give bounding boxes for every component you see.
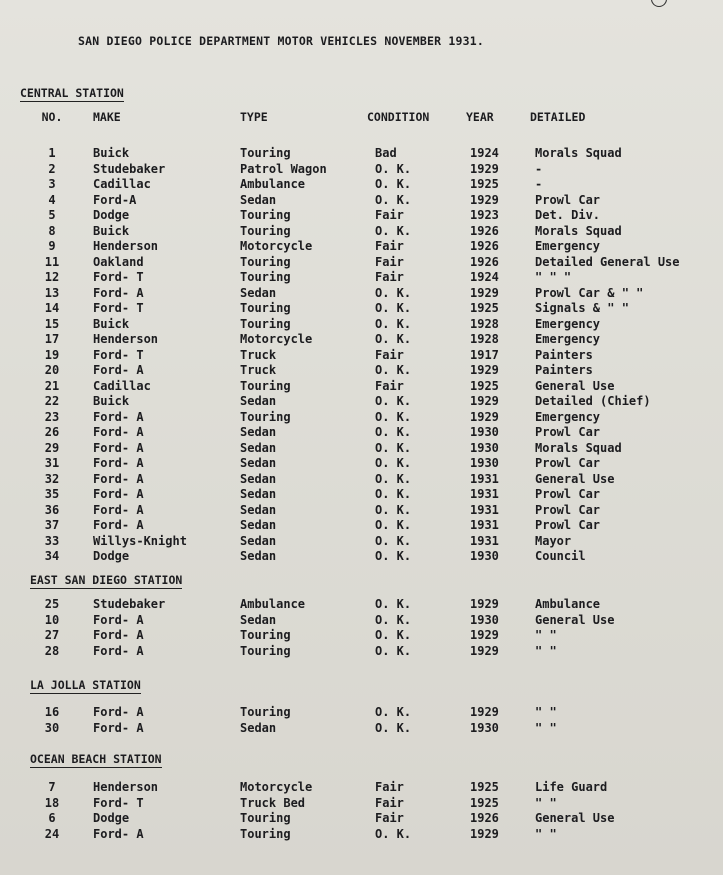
- header-no: NO.: [41, 110, 63, 124]
- cell-year: 1925: [470, 301, 499, 315]
- cell-no: 22: [44, 394, 60, 408]
- table-row: [0, 348, 723, 364]
- cell-make: Ford- A: [93, 471, 144, 486]
- cell-make: Buick: [93, 394, 130, 408]
- cell-make: Ford- T: [93, 270, 144, 284]
- cell-type: Touring: [240, 270, 291, 284]
- cell-type: Touring: [240, 301, 291, 315]
- table-row: [0, 456, 723, 472]
- table-row: [0, 193, 723, 209]
- cell-year: 1931: [470, 533, 499, 548]
- cell-no: 14: [44, 301, 60, 315]
- cell-year: 1923: [470, 208, 499, 222]
- header-year: YEAR: [466, 110, 494, 124]
- cell-condition: O. K.: [375, 177, 412, 191]
- cell-no: 37: [44, 518, 60, 532]
- cell-detailed: " ": [535, 720, 557, 735]
- cell-condition: O. K.: [375, 456, 412, 470]
- cell-no: 30: [44, 720, 60, 735]
- cell-type: Truck: [240, 363, 277, 377]
- cell-make: Ford- A: [93, 612, 144, 627]
- cell-year: 1929: [470, 705, 499, 719]
- cell-condition: Fair: [375, 378, 404, 393]
- cell-make: Ford- A: [93, 487, 144, 501]
- cell-make: Ford- A: [93, 363, 144, 377]
- cell-year: 1926: [470, 811, 499, 825]
- cell-detailed: Prowl Car: [535, 502, 601, 517]
- cell-year: 1929: [470, 409, 499, 424]
- cell-year: 1929: [470, 597, 499, 611]
- cell-type: Sedan: [240, 440, 277, 455]
- cell-detailed: " ": [535, 795, 557, 810]
- cell-year: 1926: [470, 223, 499, 238]
- cell-no: 32: [44, 471, 60, 486]
- cell-no: 2: [48, 161, 56, 176]
- table-row: [0, 811, 723, 827]
- table-row: [0, 721, 723, 737]
- cell-type: Sedan: [240, 285, 277, 300]
- cell-no: 7: [48, 780, 56, 794]
- cell-condition: O. K.: [375, 628, 412, 642]
- cell-detailed: " ": [535, 628, 557, 642]
- cell-make: Buick: [93, 223, 130, 238]
- cell-make: Studebaker: [93, 161, 166, 176]
- cell-detailed: Emergency: [535, 316, 601, 331]
- cell-detailed: " " ": [535, 270, 572, 284]
- cell-no: 23: [44, 409, 60, 424]
- cell-no: 15: [44, 316, 60, 331]
- cell-detailed: Prowl Car & " ": [535, 285, 644, 300]
- cell-year: 1928: [470, 316, 499, 331]
- cell-year: 1929: [470, 285, 499, 300]
- table-row: [0, 796, 723, 812]
- cell-condition: O. K.: [375, 192, 412, 207]
- table-row: [0, 255, 723, 271]
- cell-condition: O. K.: [375, 533, 412, 548]
- cell-type: Sedan: [240, 487, 277, 501]
- cell-year: 1931: [470, 518, 499, 532]
- cell-year: 1929: [470, 363, 499, 377]
- cell-type: Truck Bed: [240, 795, 306, 810]
- table-row: [0, 549, 723, 565]
- cell-year: 1931: [470, 471, 499, 486]
- cell-condition: Fair: [375, 208, 404, 222]
- cell-year: 1929: [470, 643, 499, 658]
- cell-condition: Fair: [375, 811, 404, 825]
- column-header-row: [0, 110, 723, 126]
- cell-condition: Fair: [375, 795, 404, 810]
- cell-type: Patrol Wagon: [240, 161, 327, 176]
- cell-make: Studebaker: [93, 597, 166, 611]
- table-row: [0, 239, 723, 255]
- cell-no: 3: [48, 177, 56, 191]
- ocean-beach-table: [0, 780, 723, 842]
- cell-condition: Fair: [375, 254, 404, 269]
- cell-type: Sedan: [240, 549, 277, 563]
- table-row: [0, 177, 723, 193]
- cell-make: Ford- A: [93, 440, 144, 455]
- cell-detailed: Prowl Car: [535, 192, 601, 207]
- cell-year: 1929: [470, 628, 499, 642]
- header-make: MAKE: [93, 110, 121, 124]
- cell-no: 33: [44, 533, 60, 548]
- cell-type: Touring: [240, 628, 291, 642]
- table-row: [0, 146, 723, 162]
- cell-year: 1928: [470, 332, 499, 346]
- table-row: [0, 301, 723, 317]
- station-heading-ocean-beach: OCEAN BEACH STATION: [30, 752, 162, 766]
- table-row: [0, 597, 723, 613]
- cell-condition: O. K.: [375, 332, 412, 346]
- cell-type: Sedan: [240, 394, 277, 408]
- cell-no: 19: [44, 347, 60, 362]
- table-row: [0, 472, 723, 488]
- cell-condition: O. K.: [375, 549, 412, 563]
- cell-condition: O. K.: [375, 425, 412, 439]
- la-jolla-table: [0, 705, 723, 736]
- cell-make: Buick: [93, 146, 130, 160]
- cell-type: Ambulance: [240, 597, 306, 611]
- cell-type: Truck: [240, 347, 277, 362]
- cell-type: Motorcycle: [240, 780, 313, 794]
- station-heading-central: CENTRAL STATION: [20, 86, 124, 100]
- header-detailed: DETAILED: [530, 110, 586, 124]
- cell-condition: Fair: [375, 239, 404, 253]
- cell-year: 1929: [470, 161, 499, 176]
- cell-detailed: Painters: [535, 347, 593, 362]
- cell-no: 28: [44, 643, 60, 658]
- cell-make: Dodge: [93, 811, 130, 825]
- cell-no: 4: [48, 192, 56, 207]
- table-row: [0, 286, 723, 302]
- cell-year: 1931: [470, 502, 499, 517]
- cell-type: Sedan: [240, 612, 277, 627]
- cell-type: Ambulance: [240, 177, 306, 191]
- cell-make: Ford-A: [93, 192, 137, 207]
- cell-type: Touring: [240, 146, 291, 160]
- cell-no: 10: [44, 612, 60, 627]
- cell-detailed: Painters: [535, 363, 593, 377]
- cell-make: Dodge: [93, 208, 130, 222]
- cell-no: 6: [48, 811, 56, 825]
- cell-year: 1926: [470, 239, 499, 253]
- cell-detailed: Council: [535, 549, 586, 563]
- cell-make: Willys-Knight: [93, 533, 187, 548]
- cell-type: Sedan: [240, 456, 277, 470]
- cell-year: 1930: [470, 612, 499, 627]
- cell-no: 18: [44, 795, 60, 810]
- cell-no: 12: [44, 270, 60, 284]
- cell-detailed: Prowl Car: [535, 518, 601, 532]
- table-row: [0, 394, 723, 410]
- cell-year: 1931: [470, 487, 499, 501]
- cell-detailed: Signals & " ": [535, 301, 629, 315]
- cell-no: 13: [44, 285, 60, 300]
- cell-make: Ford- A: [93, 456, 144, 470]
- cell-make: Ford- A: [93, 720, 144, 735]
- cell-year: 1929: [470, 826, 499, 841]
- cell-make: Henderson: [93, 239, 159, 253]
- cell-no: 24: [44, 826, 60, 841]
- cell-detailed: General Use: [535, 471, 615, 486]
- cell-no: 25: [44, 597, 60, 611]
- cell-detailed: " ": [535, 643, 557, 658]
- cell-detailed: Detailed General Use: [535, 254, 680, 269]
- cell-type: Sedan: [240, 192, 277, 207]
- cell-condition: O. K.: [375, 285, 412, 300]
- cell-make: Ford- A: [93, 628, 144, 642]
- cell-year: 1926: [470, 254, 499, 269]
- cell-condition: O. K.: [375, 394, 412, 408]
- cell-year: 1930: [470, 440, 499, 455]
- handwritten-mark: [651, 0, 667, 7]
- cell-condition: O. K.: [375, 487, 412, 501]
- cell-type: Touring: [240, 826, 291, 841]
- cell-no: 1: [48, 146, 56, 160]
- header-condition: CONDITION: [367, 110, 430, 124]
- cell-year: 1930: [470, 549, 499, 563]
- station-heading-east-san-diego: EAST SAN DIEGO STATION: [30, 573, 183, 587]
- cell-condition: O. K.: [375, 471, 412, 486]
- cell-detailed: Emergency: [535, 332, 601, 346]
- cell-type: Touring: [240, 811, 291, 825]
- cell-year: 1917: [470, 347, 499, 362]
- east-san-diego-table: [0, 597, 723, 659]
- cell-condition: O. K.: [375, 612, 412, 627]
- cell-detailed: Morals Squad: [535, 223, 622, 238]
- cell-detailed: General Use: [535, 378, 615, 393]
- cell-make: Ford- A: [93, 425, 144, 439]
- cell-make: Ford- T: [93, 301, 144, 315]
- table-row: [0, 780, 723, 796]
- cell-make: Ford- A: [93, 518, 144, 532]
- cell-no: 26: [44, 425, 60, 439]
- cell-make: Ford- A: [93, 826, 144, 841]
- cell-condition: O. K.: [375, 440, 412, 455]
- cell-detailed: Morals Squad: [535, 440, 622, 455]
- cell-year: 1925: [470, 177, 499, 191]
- cell-no: 9: [48, 239, 56, 253]
- cell-detailed: Prowl Car: [535, 487, 601, 501]
- cell-detailed: Ambulance: [535, 597, 601, 611]
- cell-detailed: Emergency: [535, 239, 601, 253]
- cell-make: Ford- T: [93, 347, 144, 362]
- cell-detailed: Emergency: [535, 409, 601, 424]
- cell-type: Touring: [240, 705, 291, 719]
- cell-detailed: Prowl Car: [535, 425, 601, 439]
- cell-condition: O. K.: [375, 409, 412, 424]
- cell-type: Touring: [240, 254, 291, 269]
- cell-type: Sedan: [240, 502, 277, 517]
- table-row: [0, 379, 723, 395]
- cell-make: Ford- A: [93, 409, 144, 424]
- cell-condition: O. K.: [375, 643, 412, 658]
- cell-year: 1929: [470, 192, 499, 207]
- cell-condition: O. K.: [375, 301, 412, 315]
- cell-condition: Fair: [375, 270, 404, 284]
- cell-year: 1924: [470, 270, 499, 284]
- cell-year: 1925: [470, 378, 499, 393]
- cell-make: Dodge: [93, 549, 130, 563]
- cell-make: Oakland: [93, 254, 144, 269]
- cell-type: Sedan: [240, 533, 277, 548]
- cell-type: Touring: [240, 223, 291, 238]
- cell-condition: O. K.: [375, 597, 412, 611]
- cell-year: 1929: [470, 394, 499, 408]
- table-row: [0, 503, 723, 519]
- cell-condition: O. K.: [375, 826, 412, 841]
- cell-no: 36: [44, 502, 60, 517]
- cell-condition: O. K.: [375, 316, 412, 331]
- table-row: [0, 162, 723, 178]
- cell-year: 1925: [470, 780, 499, 794]
- cell-year: 1930: [470, 456, 499, 470]
- cell-type: Sedan: [240, 518, 277, 532]
- cell-year: 1925: [470, 795, 499, 810]
- table-row: [0, 208, 723, 224]
- cell-detailed: -: [535, 177, 543, 191]
- cell-condition: Fair: [375, 780, 404, 794]
- cell-detailed: " ": [535, 705, 557, 719]
- cell-type: Touring: [240, 409, 291, 424]
- cell-type: Motorcycle: [240, 239, 313, 253]
- station-heading-la-jolla: LA JOLLA STATION: [30, 678, 141, 692]
- cell-type: Sedan: [240, 471, 277, 486]
- cell-make: Ford- A: [93, 705, 144, 719]
- cell-detailed: Morals Squad: [535, 146, 622, 160]
- cell-make: Ford- A: [93, 502, 144, 517]
- cell-condition: O. K.: [375, 518, 412, 532]
- cell-condition: Fair: [375, 347, 404, 362]
- page-title: SAN DIEGO POLICE DEPARTMENT MOTOR VEHICLES NOVEMBER 1931.: [78, 34, 485, 48]
- cell-condition: O. K.: [375, 363, 412, 377]
- cell-condition: O. K.: [375, 705, 412, 719]
- cell-type: Touring: [240, 208, 291, 222]
- header-type: TYPE: [240, 110, 268, 124]
- cell-detailed: Life Guard: [535, 780, 608, 794]
- cell-make: Ford- T: [93, 795, 144, 810]
- cell-condition: O. K.: [375, 720, 412, 735]
- cell-condition: O. K.: [375, 223, 412, 238]
- table-row: [0, 628, 723, 644]
- cell-no: 20: [44, 363, 60, 377]
- cell-detailed: Mayor: [535, 533, 572, 548]
- cell-detailed: General Use: [535, 811, 615, 825]
- table-row: [0, 487, 723, 503]
- cell-no: 8: [48, 223, 56, 238]
- table-row: [0, 332, 723, 348]
- cell-type: Sedan: [240, 720, 277, 735]
- cell-type: Motorcycle: [240, 332, 313, 346]
- cell-year: 1930: [470, 425, 499, 439]
- cell-make: Cadillac: [93, 177, 151, 191]
- cell-detailed: -: [535, 161, 543, 176]
- central-station-table: [0, 146, 723, 565]
- cell-make: Ford- A: [93, 643, 144, 658]
- cell-no: 31: [44, 456, 60, 470]
- table-row: [0, 270, 723, 286]
- cell-no: 17: [44, 332, 60, 346]
- cell-type: Touring: [240, 316, 291, 331]
- table-row: [0, 827, 723, 843]
- table-row: [0, 613, 723, 629]
- table-row: [0, 363, 723, 379]
- cell-type: Touring: [240, 643, 291, 658]
- cell-type: Touring: [240, 378, 291, 393]
- cell-detailed: Det. Div.: [535, 208, 601, 222]
- table-row: [0, 705, 723, 721]
- cell-no: 16: [44, 705, 60, 719]
- cell-year: 1930: [470, 720, 499, 735]
- table-row: [0, 425, 723, 441]
- table-row: [0, 410, 723, 426]
- cell-make: Henderson: [93, 332, 159, 346]
- table-row: [0, 224, 723, 240]
- cell-condition: O. K.: [375, 502, 412, 517]
- table-row: [0, 317, 723, 333]
- cell-detailed: Prowl Car: [535, 456, 601, 470]
- cell-detailed: Detailed (Chief): [535, 394, 651, 408]
- table-row: [0, 644, 723, 660]
- cell-condition: O. K.: [375, 161, 412, 176]
- cell-year: 1924: [470, 146, 499, 160]
- cell-type: Sedan: [240, 425, 277, 439]
- cell-make: Ford- A: [93, 285, 144, 300]
- cell-make: Buick: [93, 316, 130, 331]
- table-row: [0, 518, 723, 534]
- cell-no: 11: [44, 254, 60, 269]
- table-row: [0, 534, 723, 550]
- cell-no: 27: [44, 628, 60, 642]
- cell-no: 5: [48, 208, 56, 222]
- cell-make: Cadillac: [93, 378, 151, 393]
- table-row: [0, 441, 723, 457]
- cell-condition: Bad: [375, 146, 397, 160]
- cell-detailed: General Use: [535, 612, 615, 627]
- cell-no: 21: [44, 378, 60, 393]
- cell-no: 29: [44, 440, 60, 455]
- cell-detailed: " ": [535, 826, 557, 841]
- cell-no: 35: [44, 487, 60, 501]
- cell-no: 34: [44, 549, 60, 563]
- cell-make: Henderson: [93, 780, 159, 794]
